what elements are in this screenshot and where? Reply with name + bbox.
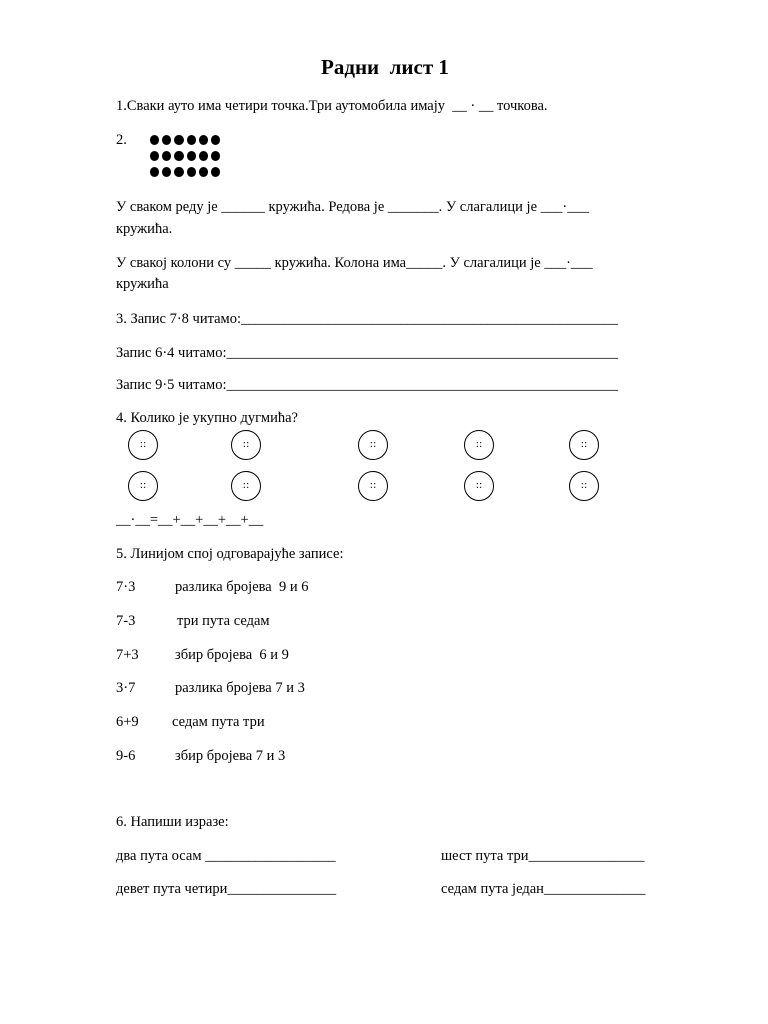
- dot-icon: [211, 135, 220, 145]
- task-6-right-2: седам пута један______________: [441, 881, 646, 897]
- match-right-3: збир бројева 6 и 9: [175, 647, 289, 663]
- match-left-5: 6+9: [116, 714, 139, 730]
- button-icon: ::: [128, 471, 158, 501]
- task-3-line-2: Запис 6·4 читамо:______________________________________________________: [116, 345, 618, 361]
- task-6-left-2: девет пута четири_______________: [116, 881, 337, 897]
- button-icon: ::: [569, 430, 599, 460]
- button-icon: ::: [231, 430, 261, 460]
- task-6-right-1: шест пута три________________: [441, 848, 645, 864]
- task-2-label: 2.: [116, 132, 127, 148]
- match-right-2: три пута седам: [177, 613, 270, 629]
- dot-icon: [199, 151, 208, 161]
- button-icon: ::: [358, 430, 388, 460]
- task-4-label: 4. Колико је укупно дугмића?: [116, 410, 298, 426]
- match-right-4: разлика бројева 7 и 3: [175, 680, 305, 696]
- task-6-left-1: два пута осам __________________: [116, 848, 336, 864]
- button-icon: ::: [128, 430, 158, 460]
- dot-row: [150, 167, 220, 177]
- task-3-line-3: Запис 9·5 читамо:______________________________________________________: [116, 377, 618, 393]
- button-icon: ::: [464, 430, 494, 460]
- task-2-column-line: У свакој колони су _____ кружића. Колона има_____. У слагалици је ___·___: [116, 255, 593, 271]
- button-icon: ::: [464, 471, 494, 501]
- task-3-line-1: 3. Запис 7·8 читамо:____________________________________________________: [116, 311, 618, 327]
- dot-icon: [199, 167, 208, 177]
- dot-icon: [150, 167, 159, 177]
- page-title: Радни лист 1: [321, 55, 449, 79]
- match-left-2: 7-3: [116, 613, 136, 629]
- dot-icon: [162, 167, 171, 177]
- button-icon: ::: [569, 471, 599, 501]
- task-5-label: 5. Линијом спој одговарајуће записе:: [116, 546, 344, 562]
- match-right-5: седам пута три: [172, 714, 265, 730]
- dot-icon: [150, 151, 159, 161]
- button-icon: ::: [358, 471, 388, 501]
- dot-icon: [187, 135, 196, 145]
- task-4-equation: __·__=__+__+__+__+__: [116, 512, 264, 528]
- task-2-row-line: У сваком реду је ______ кружића. Редова је _______. У слагалици је ___·___: [116, 199, 589, 215]
- dot-row: [150, 135, 220, 145]
- dot-grid: [150, 135, 220, 183]
- dot-icon: [199, 135, 208, 145]
- match-right-6: збир бројева 7 и 3: [175, 748, 286, 764]
- dot-icon: [211, 151, 220, 161]
- task-2-row-line-cont: кружића.: [116, 221, 173, 237]
- match-left-1: 7·3: [116, 579, 136, 595]
- dot-icon: [187, 167, 196, 177]
- dot-icon: [187, 151, 196, 161]
- dot-icon: [211, 167, 220, 177]
- dot-icon: [174, 135, 183, 145]
- match-left-4: 3·7: [116, 680, 136, 696]
- match-left-6: 9-6: [116, 748, 136, 764]
- dot-icon: [162, 135, 171, 145]
- dot-icon: [162, 151, 171, 161]
- task-6-label: 6. Напиши изразе:: [116, 814, 229, 830]
- button-icon: ::: [231, 471, 261, 501]
- dot-icon: [150, 135, 159, 145]
- dot-icon: [174, 167, 183, 177]
- match-right-1: разлика бројева 9 и 6: [175, 579, 309, 595]
- task-2-column-line-cont: кружића: [116, 276, 169, 292]
- match-left-3: 7+3: [116, 647, 139, 663]
- dot-row: [150, 151, 220, 161]
- dot-icon: [174, 151, 183, 161]
- task-1-text: 1.Сваки ауто има четири точка.Три аутомобила имају __ · __ точкова.: [116, 98, 548, 114]
